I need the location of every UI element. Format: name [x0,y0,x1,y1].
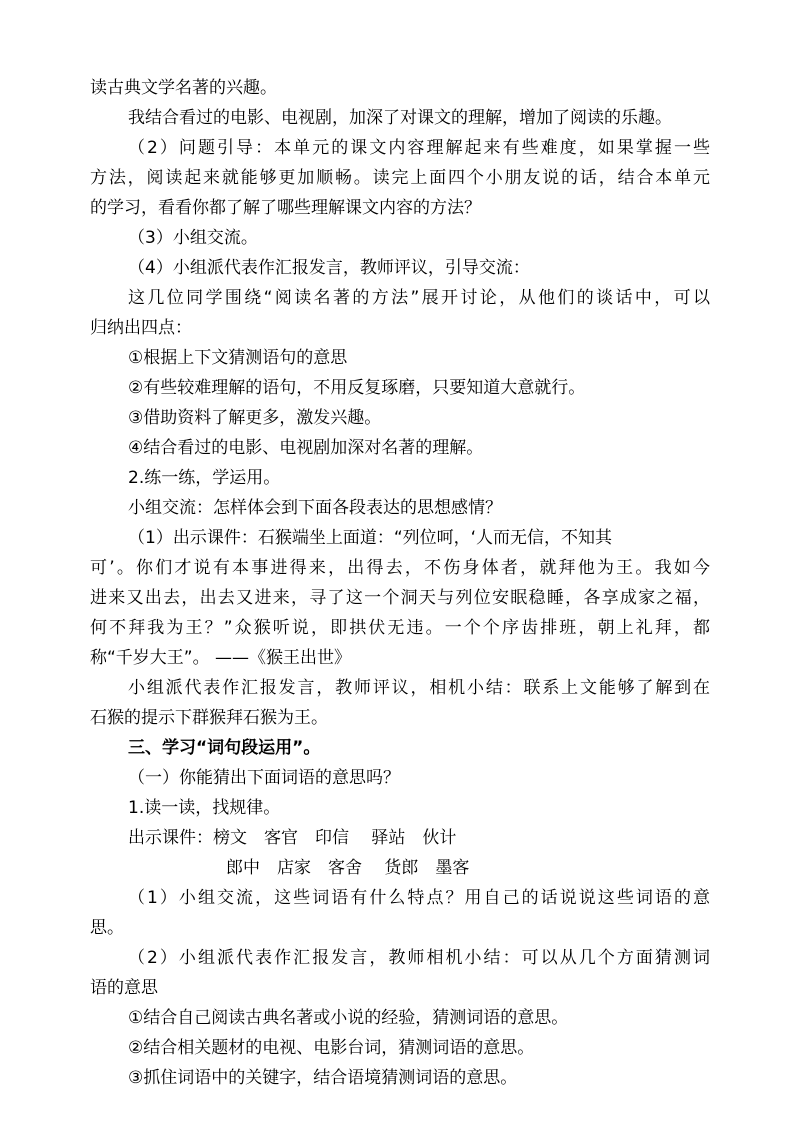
text-line-27: 郎中 店家 客舍 货郎 墨客 [226,858,470,878]
text-line-17: 可’。你们才说有本事进得来，出得去，不伤身体者，就拜他为王。我如今 [90,558,710,578]
text-line-28: （1）小组交流，这些词语有什么特点？用自己的话说说这些词语的意 [128,888,710,908]
text-line-22: 石猴的提示下群猴拜石猴为王。 [90,708,328,728]
text-line-26: 出示课件：榜文 客官 印信 驿站 伙计 [128,828,457,848]
text-line-19: 何不拜我为王？”众猴听说，即拱伏无违。一个个序齿排班，朝上礼拜，都 [90,618,710,638]
text-line-8: 这几位同学围绕“阅读名著的方法”展开讨论，从他们的谈话中，可以 [128,288,710,308]
text-line-15: 小组交流：怎样体会到下面各段表达的思想感情？ [128,498,502,518]
text-line-25: 1.读一读，找规律。 [128,798,281,818]
text-line-4: 方法，阅读起来就能够更加顺畅。读完上面四个小朋友说的话，结合本单元 [90,168,710,188]
text-line-24: （一）你能猜出下面词语的意思吗？ [128,768,400,788]
section-heading: 三、学习“词句段运用”。 [128,738,321,758]
text-line-21: 小组派代表作汇报发言，教师评议，相机小结：联系上文能够了解到在 [128,678,710,698]
text-line-12: ③借助资料了解更多，激发兴趣。 [128,408,382,428]
text-line-31: 语的意思 [90,978,158,998]
text-line-6: （3）小组交流。 [128,228,258,248]
text-line-1: 读古典文学名著的兴趣。 [90,78,277,98]
text-line-20: 称“千岁大王”。 ——《猴王出世》 [90,648,352,668]
text-line-29: 思。 [90,918,124,938]
text-line-11: ②有些较难理解的语句，不用反复琢磨，只要知道大意就行。 [128,378,586,398]
text-line-10: ①根据上下文猜测语句的意思 [128,348,348,368]
text-line-9: 归纳出四点： [90,318,192,338]
text-line-30: （2）小组派代表作汇报发言，教师相机小结：可以从几个方面猜测词 [128,948,710,968]
text-line-33: ②结合相关题材的电视、电影台词，猜测词语的意思。 [128,1038,535,1058]
text-line-32: ①结合自己阅读古典名著或小说的经验，猜测词语的意思。 [128,1008,569,1028]
text-line-14: 2.练一练，学运用。 [128,468,281,488]
text-line-34: ③抓住词语中的关键字，结合语境猜测词语的意思。 [128,1068,518,1088]
text-line-5: 的学习，看看你都了解了哪些理解课文内容的方法？ [90,198,481,218]
text-line-2: 我结合看过的电影、电视剧，加深了对课文的理解，增加了阅读的乐趣。 [128,108,672,128]
text-line-13: ④结合看过的电影、电视剧加深对名著的理解。 [128,438,484,458]
text-line-7: （4）小组派代表作汇报发言，教师评议，引导交流： [128,258,530,278]
text-line-16: （1）出示课件：石猴端坐上面道：“列位呵，‘人而无信，不知其 [128,528,613,548]
text-line-3: （2）问题引导：本单元的课文内容理解起来有些难度，如果掌握一些 [128,138,710,158]
text-line-18: 进来又出去，出去又进来，寻了这一个洞天与列位安眠稳睡，各享成家之福， [90,588,710,608]
